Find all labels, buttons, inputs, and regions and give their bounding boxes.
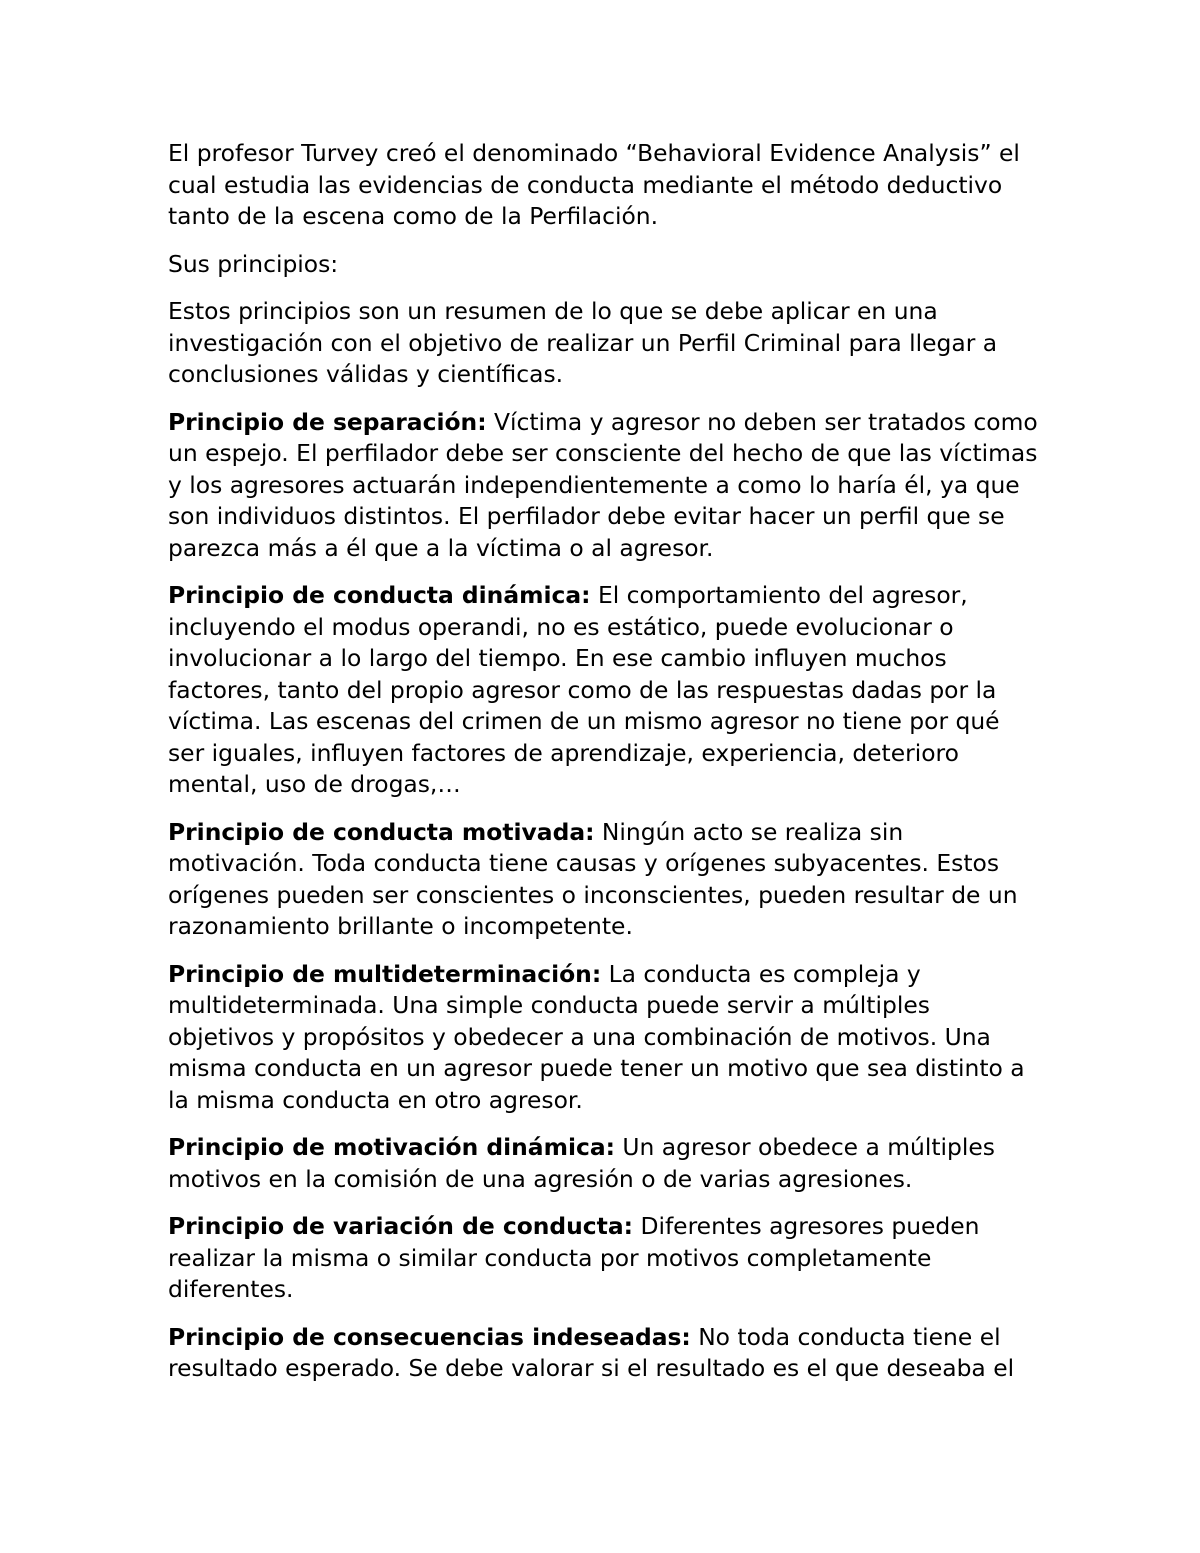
- principle-text: Un agresor obedece a múltiples motivos en la comisión de una agresión o de varias agresiones.: [168, 1133, 995, 1193]
- principle-title: Principio de conducta motivada:: [168, 817, 595, 846]
- principle-title: Principio de separación:: [168, 407, 487, 436]
- principle-conducta-motivada: [168, 817, 1043, 943]
- principle-text: Ningún acto se realiza sin motivación. Toda conducta tiene causas y orígenes subyacentes. Estos orígenes pueden ser conscientes o inconscientes, pueden resultar de un razonamiento brillante o incompetente.: [168, 817, 1018, 940]
- principle-motivacion-dinamica: [168, 1132, 1043, 1195]
- principles-heading: Sus principios:: [168, 249, 339, 278]
- principle-text: No toda conducta tiene el resultado esperado. Se debe valorar si el resultado es el que deseaba el: [168, 1322, 1015, 1382]
- principle-variacion-conducta: [168, 1211, 1043, 1306]
- principle-multideterminacion: [168, 959, 1043, 1117]
- principle-title: Principio de variación de conducta:: [168, 1212, 633, 1240]
- principle-conducta-dinamica: [168, 580, 1043, 801]
- document-body: [168, 138, 1043, 1401]
- principle-consecuencias-indeseadas: [168, 1322, 1043, 1385]
- principle-text: Víctima y agresor no deben ser tratados como un espejo. El perfilador debe ser consciente del hecho de que las víctimas y los agresores actuarán independientemente a como lo haría él, ya que son individuos distintos. El perfilador debe evitar hacer un perfil que se parezca más a él que a la víctima o al agresor.: [168, 407, 1038, 562]
- principle-title: Principio de motivación dinámica:: [168, 1133, 615, 1161]
- principle-title: Principio de conducta dinámica:: [168, 581, 591, 609]
- principle-text: La conducta es compleja y multideterminada. Una simple conducta puede servir a múltiples objetivos y propósitos y obedecer a una combinación de motivos. Una misma conducta en un agresor puede tener un motivo que sea distinto a la misma conducta en otro agresor.: [168, 959, 1025, 1114]
- principle-text: El comportamiento del agresor, incluyendo el modus operandi, no es estático, puede evolucionar o involucionar a lo largo del tiempo. En ese cambio influyen muchos factores, tanto del propio agresor como de las respuestas dadas por la víctima. Las escenas del crimen de un mismo agresor no tiene por qué ser iguales, influyen factores de aprendizaje, experiencia, deterioro mental, uso de drogas,…: [168, 581, 1000, 798]
- intro-paragraph: El profesor Turvey creó el denominado “Behavioral Evidence Analysis” el cual estudia las evidencias de conducta mediante el método deductivo tanto de la escena como de la Perfilación.: [168, 139, 1020, 230]
- principle-title: Principio de multideterminación:: [168, 959, 602, 988]
- principle-text: Diferentes agresores pueden realizar la misma o similar conducta por motivos completamente diferentes.: [168, 1212, 980, 1303]
- principles-summary: Estos principios son un resumen de lo que se debe aplicar en una investigación con el objetivo de realizar un Perfil Criminal para llegar a conclusiones válidas y científicas.: [168, 297, 998, 388]
- principle-title: Principio de consecuencias indeseadas:: [168, 1322, 691, 1351]
- principle-separacion: [168, 407, 1043, 565]
